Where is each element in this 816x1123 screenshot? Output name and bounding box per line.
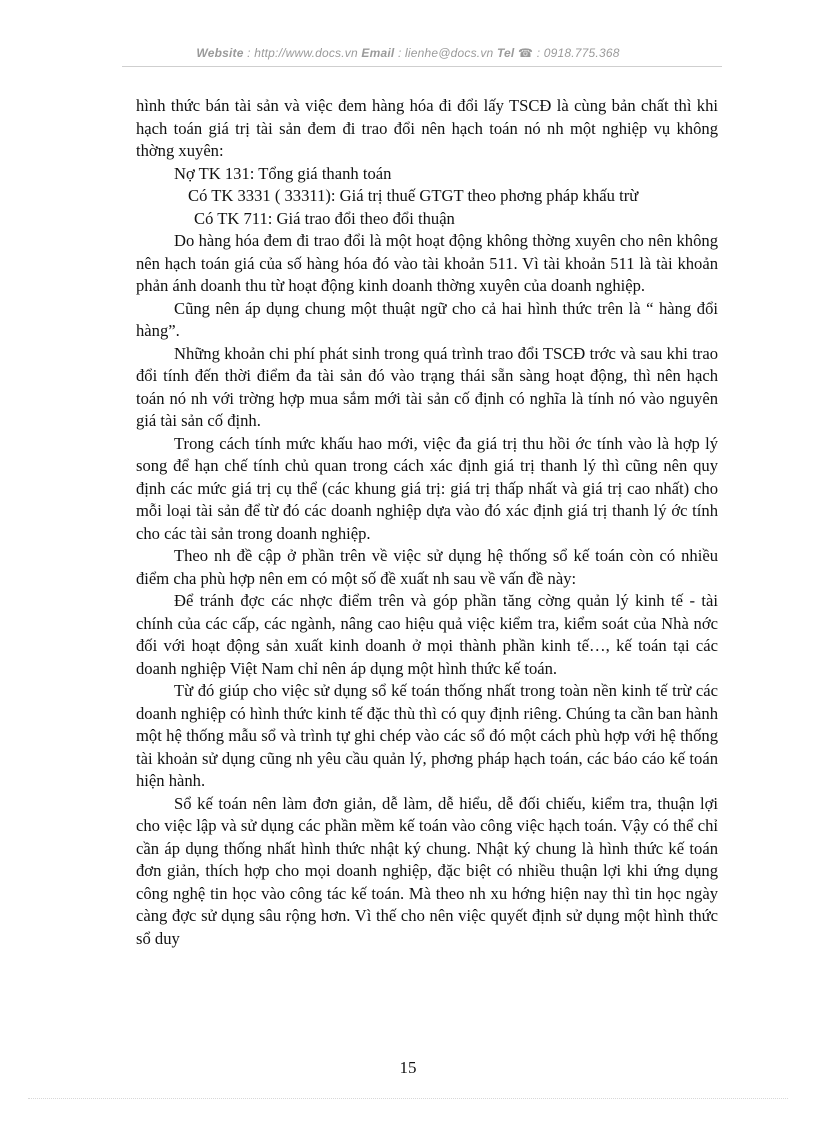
paragraph: Cũng nên áp dụng chung một thuật ngữ cho cả hai hình thức trên là “ hàng đổi hàng”.: [136, 298, 718, 340]
paragraph: Sổ kế toán nên làm đơn giản, dễ làm, dễ hiểu, dễ đối chiếu, kiểm tra, thuận lợi cho việc lập và sử dụng các phần mềm kế toán vào công việc hạch toán. Vậy có thể chỉ cần áp dụng thống nhất hình thức nhật ký chung. Nhật ký chung là hình thức kế toán đơn giản, thích hợp cho mọi doanh nghiệp, đặc biệt có nhiều thuận lợi khi ứng dụng công nghệ tin học vào công tác kế toán. Mà theo nh xu hớng hiện nay thì tin học ngày càng đợc sử dụng sâu rộng hơn. Vì thế cho nên việc quyết định sử dụng một hình thức sổ duy: [136, 793, 718, 948]
paragraph: Từ đó giúp cho việc sử dụng sổ kế toán thống nhất trong toàn nền kinh tế trừ các doanh nghiệp có hình thức kinh tế đặc thù thì có quy định riêng. Chúng ta cần ban hành một hệ thống mẫu sổ và trình tự ghi chép vào các sổ đó một cách phù hợp với hệ thống tài khoản sử dụng cũng nh yêu cầu quản lý, phơng pháp hạch toán, các báo cáo kế toán hiện hành.: [136, 681, 718, 790]
paragraph: Để tránh đợc các nhợc điểm trên và góp phần tăng cờng quản lý kinh tế - tài chính của các cấp, các ngành, nâng cao hiệu quả việc kiểm tra, kiểm soát của Nhà nớc đối với hoạt động sản xuất kinh doanh ở mọi thành phần kinh tế…, kế toán tại các doanh nghiệp Việt Nam chỉ nên áp dụng một hình thức kế toán.: [136, 591, 718, 678]
tel-value: ☎ : 0918.775.368: [518, 46, 620, 60]
document-body: [136, 95, 718, 950]
paragraph: Do hàng hóa đem đi trao đổi là một hoạt động không thờng xuyên cho nên không nên hạch toán giá của số hàng hóa đó vào tài khoản 511. Vì tài khoản 511 là tài khoản phản ánh doanh thu từ hoạt động kinh doanh thờng xuyên của doanh nghiệp.: [136, 231, 718, 295]
page-number: 15: [399, 1058, 417, 1077]
journal-entry-credit-income: Có TK 711: Giá trao đổi theo đổi thuận: [194, 208, 455, 228]
website-value: : http://www.docs.vn: [247, 46, 358, 60]
header-divider: [122, 66, 722, 67]
paragraph: Theo nh đề cập ở phần trên về việc sử dụng hệ thống sổ kế toán còn có nhiều điểm cha phù hợp nên em có một số đề xuất nh sau về vấn đề này:: [136, 546, 718, 588]
paragraph-continuation: hình thức bán tài sản và việc đem hàng hóa đi đổi lấy TSCĐ là cùng bản chất thì khi hạch toán giá trị tài sản đem đi trao đổi nên hạch toán nó nh một nghiệp vụ không thờng xuyên:: [136, 96, 718, 160]
paragraph: Trong cách tính mức khấu hao mới, việc đa giá trị thu hồi ớc tính vào là hợp lý song để hạn chế tính chủ quan trong cách xác định giá trị thanh lý thì cũng nên quy định các mức giá trị cụ thể (các khung giá trị: giá trị thấp nhất và giá trị cao nhất) cho mỗi loại tài sản để từ đó các doanh nghiệp dựa vào đó xác định giá trị thanh lý ớc tính cho các tài sản trong doanh nghiệp.: [136, 433, 718, 543]
website-label: Website: [196, 46, 244, 60]
tel-label: Tel: [496, 46, 515, 60]
paragraph: Những khoản chi phí phát sinh trong quá trình trao đổi TSCĐ trớc và sau khi trao đổi tính đến thời điểm đa tài sản đó vào trạng thái sẵn sàng hoạt động, thì nên hạch toán nó nh với trờng hợp mua sắm mới tài sản cố định có nghĩa là tính nó vào nguyên giá tài sản cố định.: [136, 343, 718, 430]
journal-entry-credit-vat: Có TK 3331 ( 33311): Giá trị thuế GTGT theo phơng pháp khấu trừ: [188, 186, 639, 205]
footer-divider: [28, 1098, 788, 1099]
journal-entry-debit: Nợ TK 131: Tổng giá thanh toán: [174, 163, 392, 183]
email-value: : lienhe@docs.vn: [397, 46, 494, 60]
email-label: Email: [361, 46, 395, 60]
page-header: [0, 46, 816, 60]
